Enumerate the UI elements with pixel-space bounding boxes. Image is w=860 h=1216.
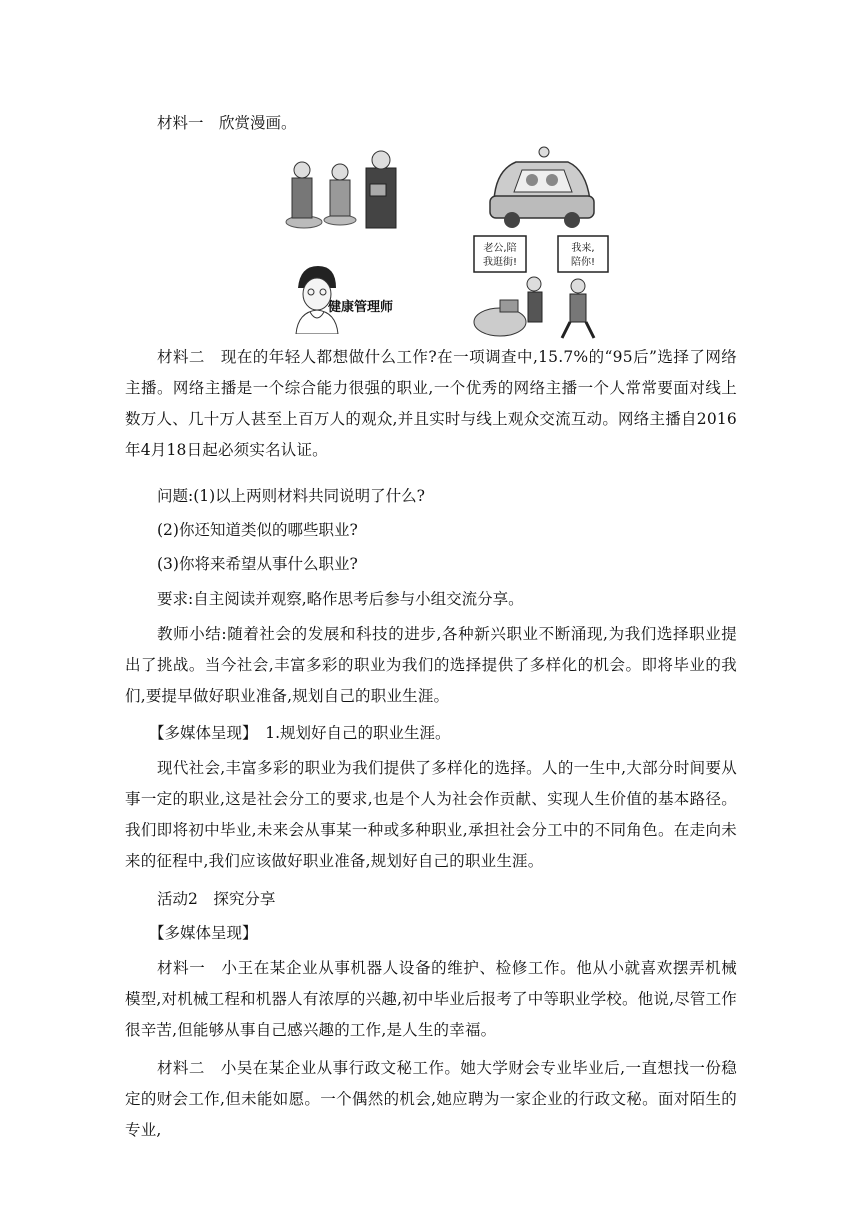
modern-society-paragraph: 现代社会,丰富多彩的职业为我们提供了多样化的选择。人的一生中,大部分时间要从事一定的职业,这是社会分工的要求,也是个人为社会作贡献、实现人生价值的基本路径。我们即将初中毕业,未来会从事某一种或多种职业,承担社会分工中的不同角色。在走向未来的征程中,我们应该做好职业准备,规划好自己的职业生涯。 <box>125 759 737 870</box>
cartoon-shopping-image <box>470 232 616 340</box>
material-xiaowang: 材料一 小王在某企业从事机器人设备的维护、检修工作。他从小就喜欢摆弄机械模型,对机械工程和机器人有浓厚的兴趣,初中毕业后报考了中等职业学校。他说,尽管工作很辛苦,但能够从事自己感兴趣的工作,是人生的幸福。 <box>125 959 737 1039</box>
teacher-summary: 教师小结:随着社会的发展和科技的进步,各种新兴职业不断涌现,为我们选择职业提出了挑战。当今社会,丰富多彩的职业为我们的选择提供了多样化的机会。即将毕业的我们,要提早做好职业准备,规划自己的职业生涯。 <box>125 625 737 705</box>
svg-text:老公,陪: 老公,陪 <box>483 243 517 254</box>
svg-text:陪你!: 陪你! <box>570 257 596 268</box>
svg-text:我逛街!: 我逛街! <box>482 257 518 268</box>
question-3: (3)你将来希望从事什么职业? <box>157 555 358 573</box>
material-xiaowu: 材料二 小吴在某企业从事行政文秘工作。她大学财会专业毕业后,一直想找一份稳定的财会工作,但未能如愿。一个偶然的机会,她应聘为一家企业的行政文秘。面对陌生的专业, <box>125 1059 737 1139</box>
question-2: (2)你还知道类似的哪些职业? <box>157 521 358 539</box>
material1-heading: 材料一 欣赏漫画。 <box>157 114 297 132</box>
health-manager-caption: 健康管理师 <box>328 300 394 315</box>
cartoon-award-image <box>282 150 412 232</box>
material2-paragraph: 材料二 现在的年轻人都想做什么工作?在一项调查中,15.7%的“95后”选择了网络主播。网络主播是一个综合能力很强的职业,一个优秀的网络主播一个人常常要面对线上数万人、几十万人甚至上百万人的观众,并且实时与线上观众交流互动。网络主播自2016年4月18日起必须实名认证。 <box>125 348 737 459</box>
cartoon-car-image <box>486 140 598 230</box>
activity-2-heading: 活动2 探究分享 <box>157 890 276 908</box>
svg-text:我来,: 我来, <box>571 243 595 254</box>
question-1: 问题:(1)以上两则材料共同说明了什么? <box>157 487 425 505</box>
media-presentation-2: 【多媒体呈现】 <box>149 924 258 942</box>
requirement: 要求:自主阅读并观察,略作思考后参与小组交流分享。 <box>157 590 524 608</box>
media-presentation-1: 【多媒体呈现】 1.规划好自己的职业生涯。 <box>149 724 451 742</box>
